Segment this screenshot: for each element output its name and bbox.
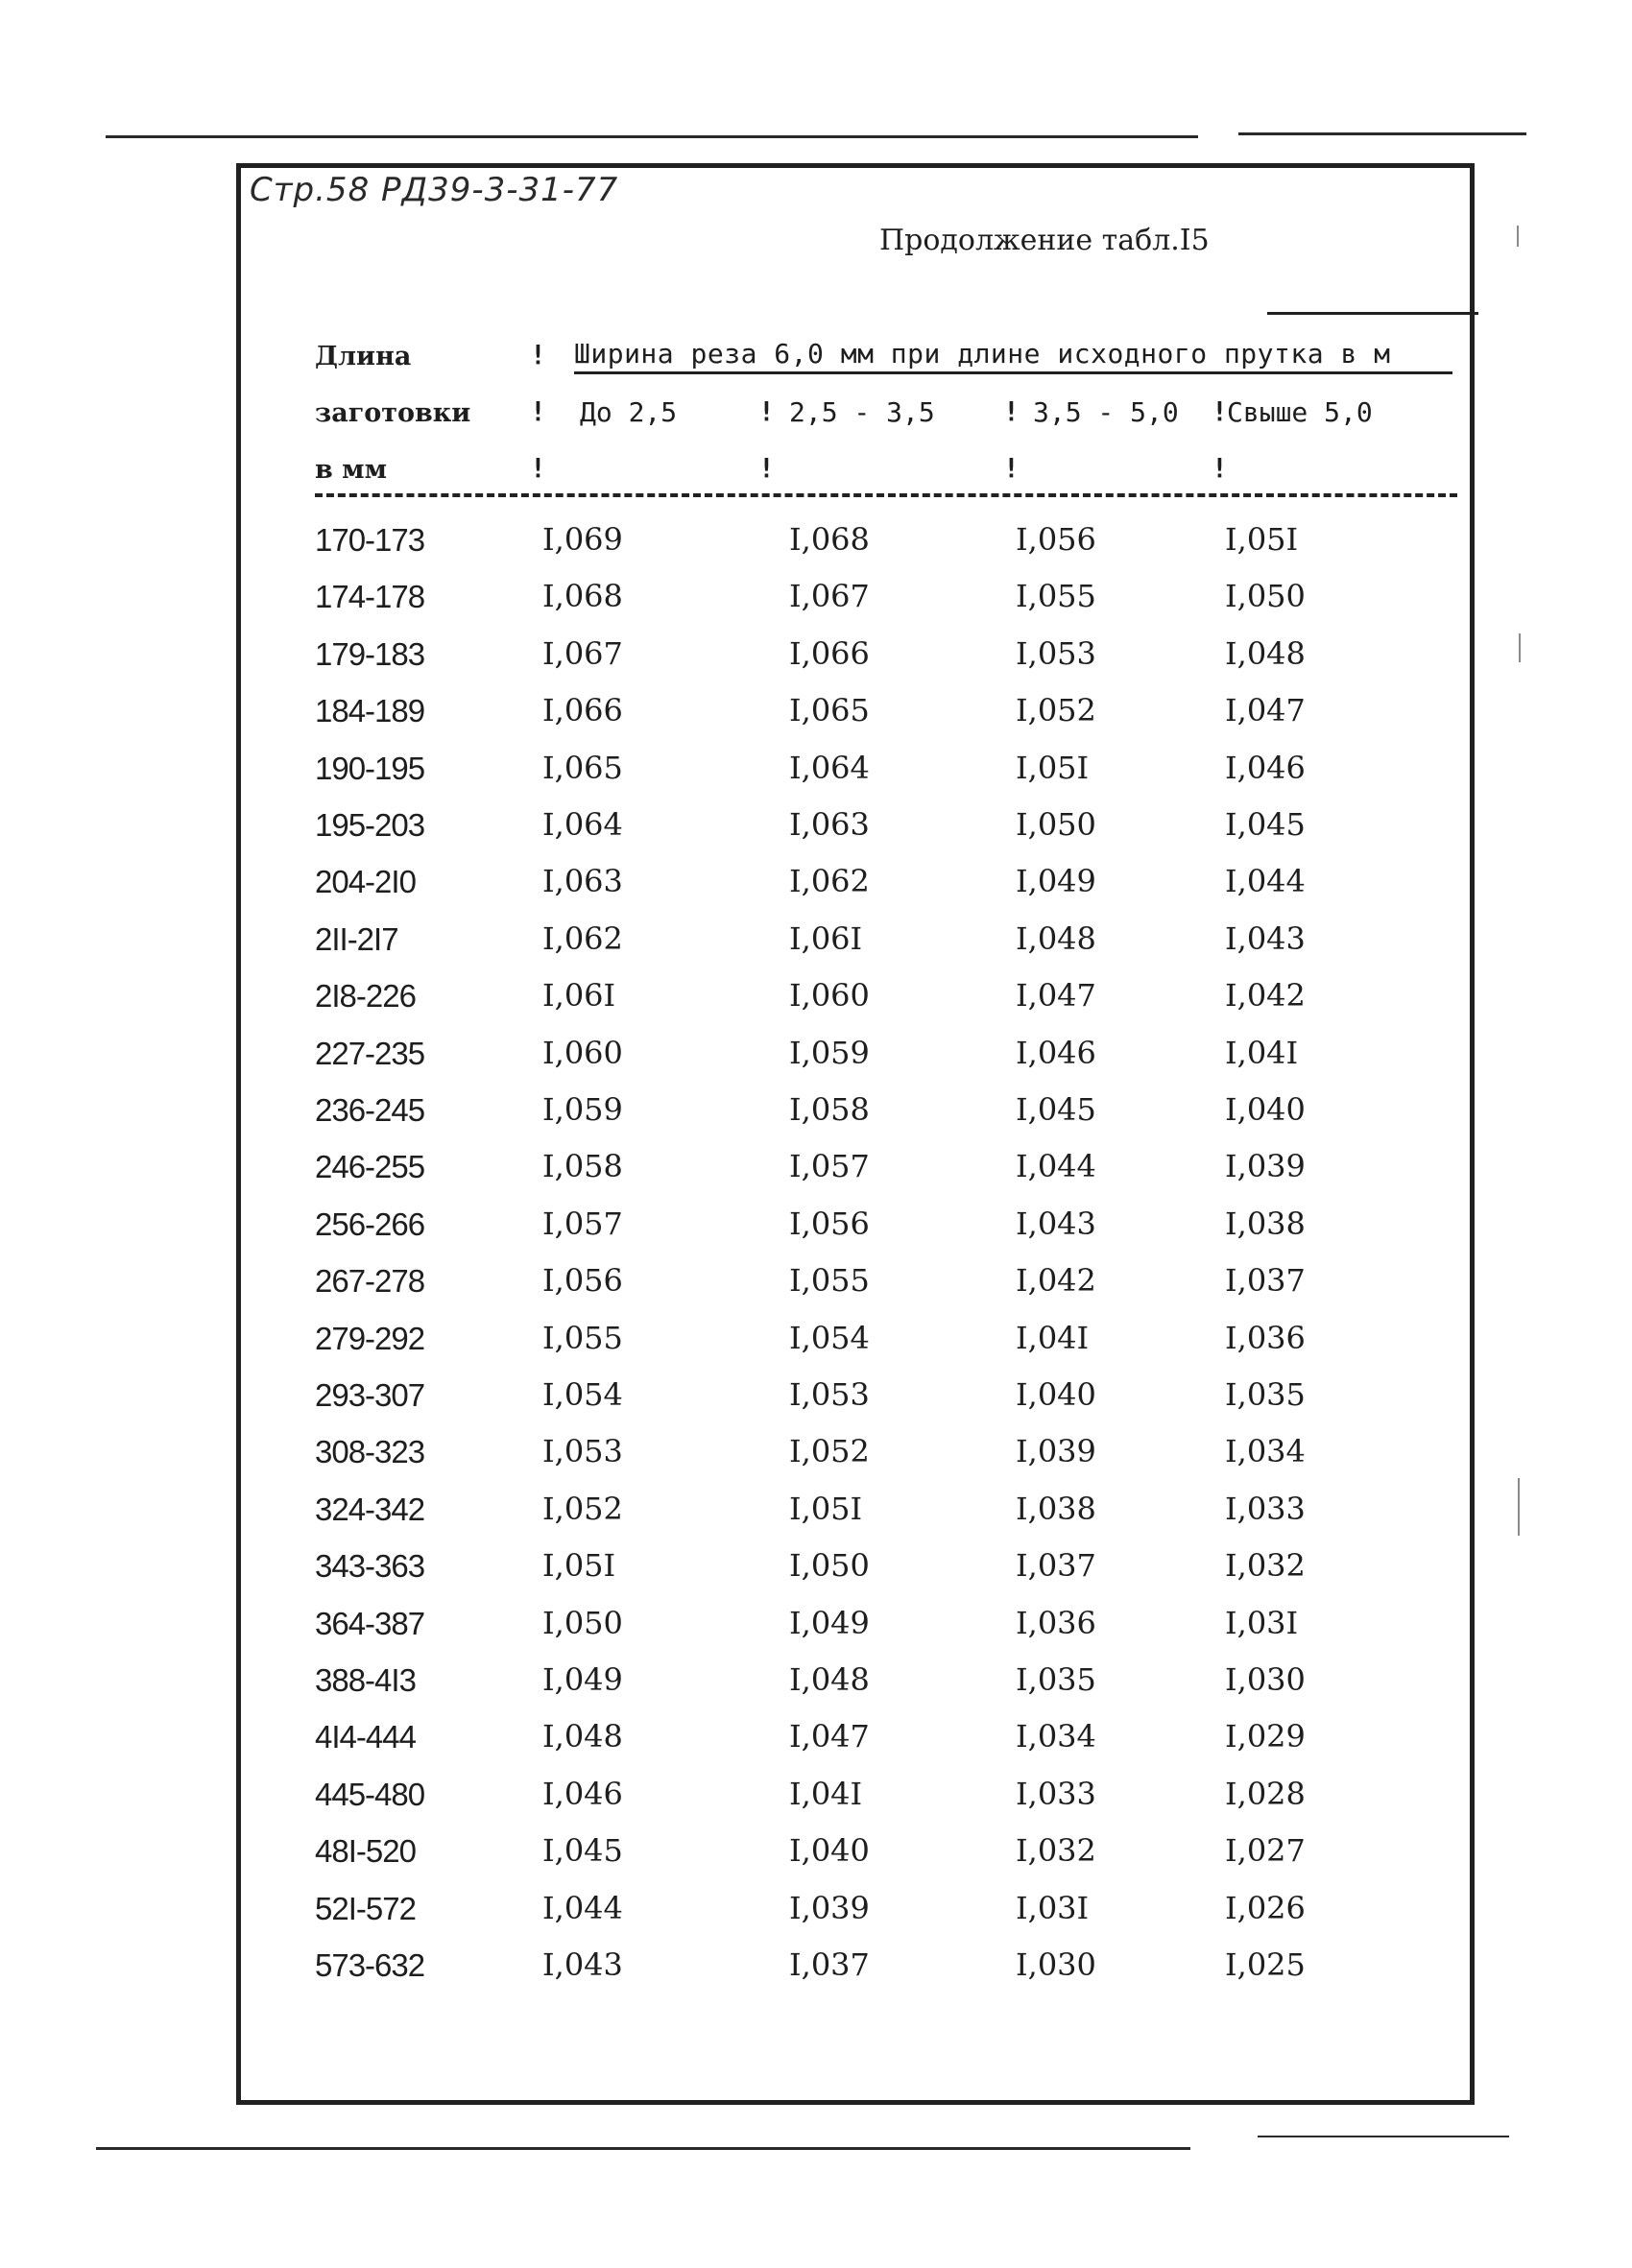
value-over-5-0: I,033 bbox=[1225, 1490, 1306, 1527]
value-3-5-5-0: I,046 bbox=[1016, 1034, 1096, 1071]
table-row bbox=[0, 1661, 1632, 1722]
separator: ! bbox=[530, 339, 546, 370]
table-row bbox=[0, 1718, 1632, 1779]
margin-mark bbox=[1517, 226, 1519, 247]
table-row bbox=[0, 578, 1632, 638]
value-2-5-3-5: I,064 bbox=[789, 749, 870, 786]
value-3-5-5-0: I,034 bbox=[1016, 1718, 1096, 1755]
value-over-5-0: I,048 bbox=[1225, 634, 1306, 672]
value-upto-2-5: I,054 bbox=[542, 1376, 623, 1413]
value-upto-2-5: I,058 bbox=[542, 1148, 623, 1185]
column-header-4: Свыше 5,0 bbox=[1227, 396, 1373, 428]
table-row bbox=[0, 1832, 1632, 1893]
value-upto-2-5: I,063 bbox=[542, 863, 623, 900]
row-header-line1: Длина bbox=[315, 342, 412, 371]
value-over-5-0: I,029 bbox=[1225, 1718, 1306, 1755]
value-over-5-0: I,03I bbox=[1225, 1604, 1299, 1641]
value-over-5-0: I,04I bbox=[1225, 1034, 1299, 1071]
length-range: 204-2I0 bbox=[315, 864, 416, 900]
value-upto-2-5: I,065 bbox=[542, 749, 623, 786]
value-over-5-0: I,032 bbox=[1225, 1547, 1306, 1585]
length-range: 324-342 bbox=[315, 1491, 425, 1527]
top-rule-left bbox=[106, 135, 1198, 138]
length-range: 256-266 bbox=[315, 1206, 425, 1242]
column-header-2: 2,5 - 3,5 bbox=[789, 396, 935, 428]
table-row bbox=[0, 1547, 1632, 1608]
value-2-5-3-5: I,049 bbox=[789, 1604, 870, 1641]
length-range: 48I-520 bbox=[315, 1833, 416, 1870]
table-row bbox=[0, 1433, 1632, 1493]
value-2-5-3-5: I,047 bbox=[789, 1718, 870, 1755]
separator: ! bbox=[758, 452, 775, 484]
value-2-5-3-5: I,059 bbox=[789, 1034, 870, 1071]
value-upto-2-5: I,049 bbox=[542, 1661, 623, 1698]
table-row bbox=[0, 1889, 1632, 1950]
length-range: 174-178 bbox=[315, 579, 425, 615]
bottom-rule-left bbox=[96, 2147, 1190, 2150]
value-upto-2-5: I,044 bbox=[542, 1889, 623, 1926]
table-row bbox=[0, 692, 1632, 752]
value-3-5-5-0: I,053 bbox=[1016, 634, 1096, 672]
value-2-5-3-5: I,04I bbox=[789, 1775, 863, 1812]
value-3-5-5-0: I,035 bbox=[1016, 1661, 1096, 1698]
value-over-5-0: I,038 bbox=[1225, 1205, 1306, 1242]
length-range: 573-632 bbox=[315, 1947, 425, 1983]
value-2-5-3-5: I,068 bbox=[789, 521, 870, 558]
value-over-5-0: I,044 bbox=[1225, 863, 1306, 900]
value-2-5-3-5: I,039 bbox=[789, 1889, 870, 1926]
value-upto-2-5: I,062 bbox=[542, 919, 623, 957]
value-3-5-5-0: I,042 bbox=[1016, 1262, 1096, 1300]
value-upto-2-5: I,06I bbox=[542, 977, 616, 1015]
table-row bbox=[0, 1604, 1632, 1665]
separator: ! bbox=[1003, 452, 1020, 484]
value-3-5-5-0: I,045 bbox=[1016, 1091, 1096, 1128]
value-over-5-0: I,046 bbox=[1225, 749, 1306, 786]
length-range: 445-480 bbox=[315, 1776, 425, 1812]
table-row bbox=[0, 634, 1632, 696]
value-2-5-3-5: I,037 bbox=[789, 1946, 870, 1983]
value-upto-2-5: I,050 bbox=[542, 1604, 623, 1641]
separator: ! bbox=[758, 395, 775, 427]
value-3-5-5-0: I,047 bbox=[1016, 977, 1096, 1015]
separator: ! bbox=[530, 395, 546, 427]
value-upto-2-5: I,059 bbox=[542, 1091, 623, 1128]
value-over-5-0: I,028 bbox=[1225, 1775, 1306, 1812]
value-upto-2-5: I,043 bbox=[542, 1946, 623, 1983]
value-over-5-0: I,047 bbox=[1225, 692, 1306, 729]
value-upto-2-5: I,05I bbox=[542, 1547, 616, 1585]
top-rule-right bbox=[1238, 132, 1526, 135]
value-over-5-0: I,026 bbox=[1225, 1889, 1306, 1926]
value-2-5-3-5: I,066 bbox=[789, 634, 870, 672]
header-rule bbox=[1267, 312, 1478, 315]
table-row bbox=[0, 1034, 1632, 1095]
value-over-5-0: I,027 bbox=[1225, 1832, 1306, 1870]
length-range: 4I4-444 bbox=[315, 1719, 416, 1755]
value-3-5-5-0: I,037 bbox=[1016, 1547, 1096, 1585]
length-range: 293-307 bbox=[315, 1377, 425, 1413]
value-3-5-5-0: I,032 bbox=[1016, 1832, 1096, 1870]
value-upto-2-5: I,068 bbox=[542, 578, 623, 615]
value-3-5-5-0: I,03I bbox=[1016, 1889, 1090, 1926]
separator: ! bbox=[1003, 395, 1020, 427]
value-over-5-0: I,025 bbox=[1225, 1946, 1306, 1983]
value-3-5-5-0: I,036 bbox=[1016, 1604, 1096, 1641]
table-row bbox=[0, 1319, 1632, 1380]
value-3-5-5-0: I,030 bbox=[1016, 1946, 1096, 1983]
length-range: 279-292 bbox=[315, 1320, 425, 1356]
table-row bbox=[0, 1205, 1632, 1266]
table-row bbox=[0, 1376, 1632, 1437]
value-3-5-5-0: I,048 bbox=[1016, 919, 1096, 957]
length-range: 195-203 bbox=[315, 807, 425, 843]
table-row bbox=[0, 863, 1632, 923]
length-range: 179-183 bbox=[315, 635, 425, 672]
value-2-5-3-5: I,067 bbox=[789, 578, 870, 615]
length-range: 364-387 bbox=[315, 1605, 425, 1641]
value-over-5-0: I,039 bbox=[1225, 1148, 1306, 1185]
value-2-5-3-5: I,065 bbox=[789, 692, 870, 729]
value-upto-2-5: I,057 bbox=[542, 1205, 623, 1242]
value-upto-2-5: I,045 bbox=[542, 1832, 623, 1870]
length-range: 184-189 bbox=[315, 693, 425, 729]
value-3-5-5-0: I,055 bbox=[1016, 578, 1096, 615]
value-2-5-3-5: I,052 bbox=[789, 1433, 870, 1470]
column-header-3: 3,5 - 5,0 bbox=[1033, 396, 1179, 428]
column-header-1: До 2,5 bbox=[580, 396, 678, 428]
value-3-5-5-0: I,033 bbox=[1016, 1775, 1096, 1812]
table-continuation-title: Продолжение табл.I5 bbox=[879, 224, 1210, 257]
length-range: 343-363 bbox=[315, 1548, 425, 1585]
length-range: 246-255 bbox=[315, 1149, 425, 1185]
value-2-5-3-5: I,048 bbox=[789, 1661, 870, 1698]
value-3-5-5-0: I,050 bbox=[1016, 806, 1096, 843]
length-range: 190-195 bbox=[315, 750, 425, 786]
value-3-5-5-0: I,043 bbox=[1016, 1205, 1096, 1242]
length-range: 227-235 bbox=[315, 1035, 425, 1071]
value-upto-2-5: I,053 bbox=[542, 1433, 623, 1470]
value-2-5-3-5: I,05I bbox=[789, 1490, 863, 1527]
value-3-5-5-0: I,039 bbox=[1016, 1433, 1096, 1470]
value-upto-2-5: I,046 bbox=[542, 1775, 623, 1812]
value-over-5-0: I,034 bbox=[1225, 1433, 1306, 1470]
page-stamp: Стр.58 РД39-3-31-77 bbox=[250, 171, 619, 209]
value-2-5-3-5: I,053 bbox=[789, 1376, 870, 1413]
length-range: 267-278 bbox=[315, 1263, 425, 1300]
length-range: 52I-572 bbox=[315, 1890, 416, 1926]
value-upto-2-5: I,055 bbox=[542, 1319, 623, 1356]
value-2-5-3-5: I,060 bbox=[789, 977, 870, 1015]
value-2-5-3-5: I,063 bbox=[789, 806, 870, 843]
value-3-5-5-0: I,040 bbox=[1016, 1376, 1096, 1413]
value-2-5-3-5: I,054 bbox=[789, 1319, 870, 1356]
row-header-line3: в мм bbox=[315, 455, 388, 485]
value-over-5-0: I,050 bbox=[1225, 578, 1306, 615]
value-upto-2-5: I,056 bbox=[542, 1262, 623, 1300]
value-upto-2-5: I,048 bbox=[542, 1718, 623, 1755]
length-range: 236-245 bbox=[315, 1092, 425, 1128]
value-2-5-3-5: I,06I bbox=[789, 919, 863, 957]
value-3-5-5-0: I,038 bbox=[1016, 1490, 1096, 1527]
table-row bbox=[0, 1946, 1632, 2007]
value-upto-2-5: I,052 bbox=[542, 1490, 623, 1527]
value-over-5-0: I,037 bbox=[1225, 1262, 1306, 1300]
value-3-5-5-0: I,052 bbox=[1016, 692, 1096, 729]
table-row bbox=[0, 1262, 1632, 1323]
separator: ! bbox=[530, 452, 546, 484]
value-upto-2-5: I,066 bbox=[542, 692, 623, 729]
table-row bbox=[0, 919, 1632, 981]
table-row bbox=[0, 1148, 1632, 1208]
length-range: 2I8-226 bbox=[315, 978, 416, 1015]
table-row bbox=[0, 1490, 1632, 1551]
table-row bbox=[0, 1775, 1632, 1836]
length-range: 388-4I3 bbox=[315, 1662, 416, 1698]
table-row bbox=[0, 977, 1632, 1038]
value-3-5-5-0: I,049 bbox=[1016, 863, 1096, 900]
header-separator-dashed bbox=[315, 493, 1457, 497]
bottom-rule-right bbox=[1258, 2136, 1509, 2137]
separator: ! bbox=[1212, 452, 1228, 484]
value-3-5-5-0: I,056 bbox=[1016, 521, 1096, 558]
value-upto-2-5: I,069 bbox=[542, 521, 623, 558]
value-2-5-3-5: I,057 bbox=[789, 1148, 870, 1185]
value-2-5-3-5: I,058 bbox=[789, 1091, 870, 1128]
value-2-5-3-5: I,055 bbox=[789, 1262, 870, 1300]
column-group-header: Ширина реза 6,0 мм при длине исходного прутка в м bbox=[574, 338, 1452, 374]
value-over-5-0: I,035 bbox=[1225, 1376, 1306, 1413]
value-2-5-3-5: I,056 bbox=[789, 1205, 870, 1242]
value-3-5-5-0: I,05I bbox=[1016, 749, 1090, 786]
value-upto-2-5: I,067 bbox=[542, 634, 623, 672]
value-over-5-0: I,040 bbox=[1225, 1091, 1306, 1128]
table-row bbox=[0, 1091, 1632, 1152]
value-3-5-5-0: I,04I bbox=[1016, 1319, 1090, 1356]
table-row bbox=[0, 749, 1632, 810]
value-2-5-3-5: I,062 bbox=[789, 863, 870, 900]
value-over-5-0: I,05I bbox=[1225, 521, 1299, 558]
value-over-5-0: I,030 bbox=[1225, 1661, 1306, 1698]
value-over-5-0: I,043 bbox=[1225, 919, 1306, 957]
value-3-5-5-0: I,044 bbox=[1016, 1148, 1096, 1185]
value-2-5-3-5: I,050 bbox=[789, 1547, 870, 1585]
value-upto-2-5: I,060 bbox=[542, 1034, 623, 1071]
length-range: 308-323 bbox=[315, 1434, 425, 1470]
separator: ! bbox=[1212, 395, 1228, 427]
value-over-5-0: I,036 bbox=[1225, 1319, 1306, 1356]
length-range: 2II-2I7 bbox=[315, 920, 398, 957]
length-range: 170-173 bbox=[315, 522, 425, 558]
value-upto-2-5: I,064 bbox=[542, 806, 623, 843]
value-over-5-0: I,042 bbox=[1225, 977, 1306, 1015]
value-over-5-0: I,045 bbox=[1225, 806, 1306, 843]
row-header-line2: заготовки bbox=[315, 398, 471, 428]
value-2-5-3-5: I,040 bbox=[789, 1832, 870, 1870]
table-row bbox=[0, 521, 1632, 582]
table-row bbox=[0, 806, 1632, 867]
